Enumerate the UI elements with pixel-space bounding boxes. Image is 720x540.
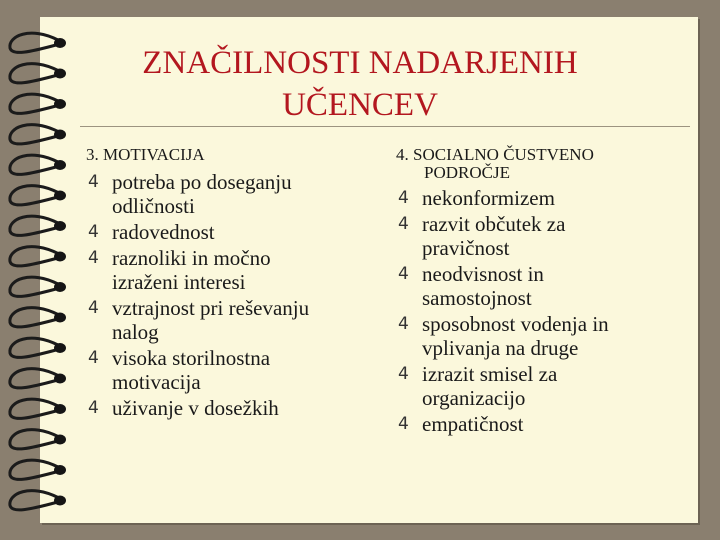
right-column bbox=[396, 146, 686, 438]
spiral-ring bbox=[10, 186, 58, 205]
right-bullet-list bbox=[396, 186, 686, 436]
right-list-item bbox=[396, 212, 686, 260]
numeral-4-bullet-icon: 4 bbox=[398, 364, 409, 384]
spiral-ring bbox=[10, 338, 58, 357]
binding-hole bbox=[54, 343, 66, 353]
right-list-item-text: sposobnost vodenja in bbox=[422, 312, 609, 336]
spiral-binding bbox=[0, 0, 80, 540]
numeral-4-bullet-icon: 4 bbox=[398, 188, 409, 208]
spiral-ring bbox=[10, 277, 58, 296]
binding-hole bbox=[54, 313, 66, 323]
binding-hole bbox=[54, 69, 66, 79]
right-list-item-text: samostojnost bbox=[422, 286, 532, 310]
binding-hole bbox=[54, 282, 66, 292]
right-list-item bbox=[396, 262, 686, 310]
spiral-ring bbox=[10, 125, 58, 144]
right-list-item-text: vplivanja na druge bbox=[422, 336, 579, 360]
left-list-item bbox=[86, 396, 366, 420]
right-list-item-text: organizacijo bbox=[422, 386, 526, 410]
left-list-item-text: odličnosti bbox=[112, 194, 195, 218]
spiral-ring bbox=[10, 491, 58, 510]
left-list-item bbox=[86, 246, 366, 294]
left-list-item bbox=[86, 170, 366, 218]
left-bullet-list bbox=[86, 170, 366, 420]
spiral-ring bbox=[10, 399, 58, 418]
numeral-4-bullet-icon: 4 bbox=[88, 248, 99, 268]
right-list-item-text: izrazit smisel za bbox=[422, 362, 558, 386]
left-column-heading: 3. MOTIVACIJA bbox=[86, 145, 205, 164]
left-list-item-text: nalog bbox=[112, 320, 159, 344]
right-list-item-text: nekonformizem bbox=[422, 186, 555, 210]
right-list-item-text: neodvisnost in bbox=[422, 262, 544, 286]
binding-hole bbox=[54, 496, 66, 506]
slide-title bbox=[80, 42, 640, 126]
binding-hole bbox=[54, 404, 66, 414]
binding-hole bbox=[54, 465, 66, 475]
right-list-item-text: pravičnost bbox=[422, 236, 510, 260]
binding-hole bbox=[54, 160, 66, 170]
spiral-ring bbox=[10, 216, 58, 235]
right-list-item bbox=[396, 362, 686, 410]
left-list-item bbox=[86, 220, 366, 244]
numeral-4-bullet-icon: 4 bbox=[88, 172, 99, 192]
binding-hole bbox=[54, 374, 66, 384]
spiral-ring bbox=[10, 155, 58, 174]
right-column-heading bbox=[396, 146, 686, 182]
spiral-ring bbox=[10, 94, 58, 113]
left-list-item bbox=[86, 296, 366, 344]
numeral-4-bullet-icon: 4 bbox=[88, 348, 99, 368]
right-list-item-text: empatičnost bbox=[422, 412, 524, 436]
left-list-item-text: potreba po doseganju bbox=[112, 170, 292, 194]
title-line-2: UČENCEV bbox=[282, 87, 438, 123]
spiral-ring bbox=[10, 308, 58, 327]
numeral-4-bullet-icon: 4 bbox=[88, 298, 99, 318]
title-line-1: ZNAČILNOSTI NADARJENIH bbox=[142, 45, 578, 81]
left-list-item-text: raznoliki in močno bbox=[112, 246, 271, 270]
left-column bbox=[86, 146, 366, 422]
binding-hole bbox=[54, 99, 66, 109]
binding-hole bbox=[54, 435, 66, 445]
numeral-4-bullet-icon: 4 bbox=[398, 214, 409, 234]
numeral-4-bullet-icon: 4 bbox=[398, 414, 409, 434]
binding-hole bbox=[54, 191, 66, 201]
right-heading-line-2: PODROČJE bbox=[424, 163, 510, 182]
right-list-item bbox=[396, 412, 686, 436]
left-list-item-text: izraženi interesi bbox=[112, 270, 246, 294]
binding-hole bbox=[54, 38, 66, 48]
numeral-4-bullet-icon: 4 bbox=[398, 264, 409, 284]
right-list-item bbox=[396, 312, 686, 360]
binding-hole bbox=[54, 252, 66, 262]
left-list-item-text: vztrajnost pri reševanju bbox=[112, 296, 310, 320]
binding-hole bbox=[54, 221, 66, 231]
right-heading-line-1: 4. SOCIALNO ČUSTVENO bbox=[396, 145, 594, 164]
spiral-ring bbox=[10, 430, 58, 449]
right-list-item bbox=[396, 186, 686, 210]
left-list-item-text: visoka storilnostna bbox=[112, 346, 271, 370]
spiral-ring bbox=[10, 369, 58, 388]
numeral-4-bullet-icon: 4 bbox=[88, 222, 99, 242]
title-divider bbox=[80, 126, 690, 127]
left-list-item-text: radovednost bbox=[112, 220, 215, 244]
left-list-item-text: uživanje v dosežkih bbox=[112, 396, 279, 420]
spiral-ring bbox=[10, 247, 58, 266]
binding-hole bbox=[54, 130, 66, 140]
spiral-ring bbox=[10, 33, 58, 52]
left-list-item bbox=[86, 346, 366, 394]
numeral-4-bullet-icon: 4 bbox=[398, 314, 409, 334]
spiral-ring bbox=[10, 64, 58, 83]
right-list-item-text: razvit občutek za bbox=[422, 212, 566, 236]
left-list-item-text: motivacija bbox=[112, 370, 201, 394]
spiral-ring bbox=[10, 460, 58, 479]
numeral-4-bullet-icon: 4 bbox=[88, 398, 99, 418]
